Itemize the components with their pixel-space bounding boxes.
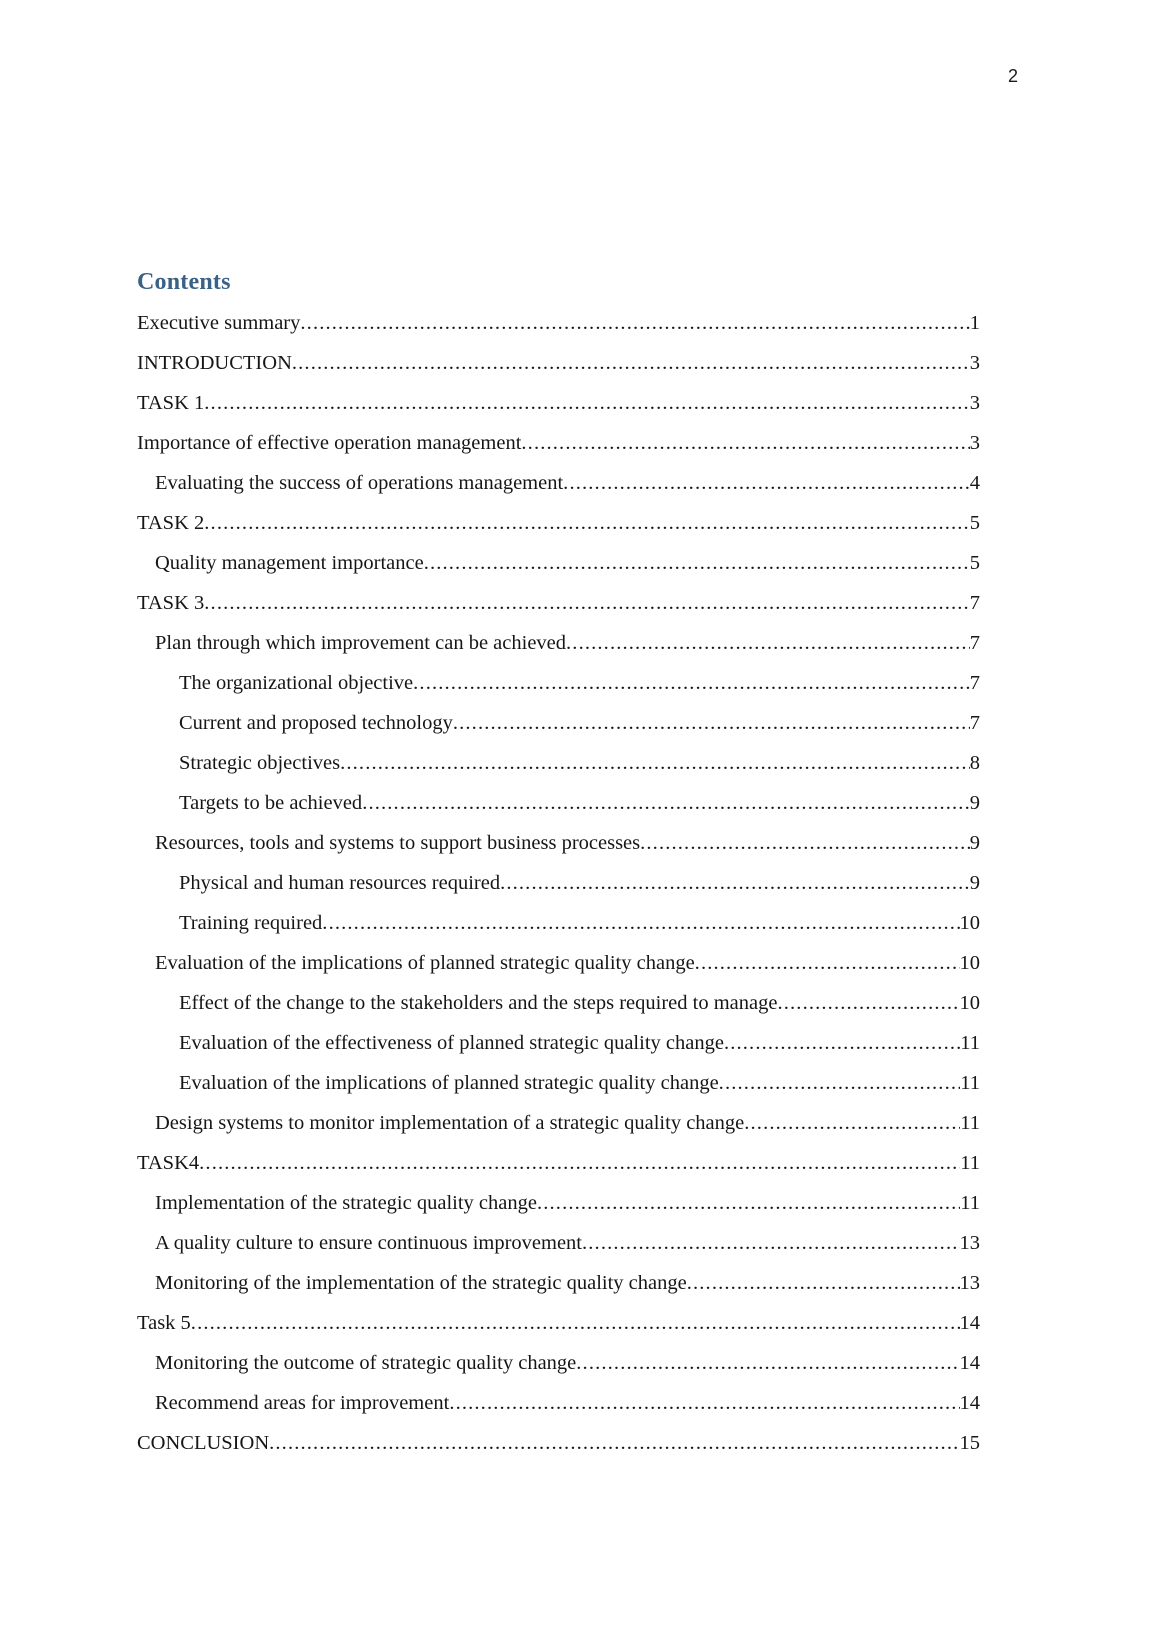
toc-entry-page-number: 7 (969, 711, 980, 734)
toc-leader-dots (340, 753, 970, 774)
toc-entry-page-number: 9 (969, 871, 980, 894)
toc-entry-page-number: 11 (960, 1191, 980, 1214)
toc-entry-title: Current and proposed technology (179, 711, 453, 734)
page-number: 2 (1007, 66, 1018, 86)
toc-entry[interactable] (137, 1073, 980, 1094)
toc-leader-dots (687, 1273, 960, 1294)
toc-entry-title: TASK 1 (137, 391, 205, 414)
table-of-contents (137, 268, 980, 1473)
toc-entry-title: Monitoring of the implementation of the strategic quality change (155, 1271, 687, 1294)
toc-entry-page-number: 11 (960, 1111, 980, 1134)
toc-entry-page-number: 13 (959, 1231, 980, 1254)
toc-entry-page-number: 7 (969, 591, 980, 614)
toc-leader-dots (719, 1073, 961, 1094)
toc-leader-dots (424, 553, 970, 574)
toc-entry[interactable] (137, 673, 980, 694)
toc-entry-title: INTRODUCTION (137, 351, 292, 374)
toc-entry-title: Evaluating the success of operations management (155, 471, 564, 494)
toc-entry-page-number: 5 (969, 511, 980, 534)
toc-entry[interactable] (137, 593, 980, 614)
toc-leader-dots (453, 713, 970, 734)
toc-entry-page-number: 4 (969, 471, 980, 494)
toc-entry-page-number: 11 (960, 1071, 980, 1094)
toc-leader-dots (777, 993, 959, 1014)
toc-entry[interactable] (137, 793, 980, 814)
toc-leader-dots (269, 1433, 959, 1454)
toc-entry-list (137, 313, 980, 1454)
toc-entry-title: Implementation of the strategic quality change (155, 1191, 537, 1214)
toc-entry-title: TASK4 (137, 1151, 200, 1174)
toc-entry[interactable] (137, 913, 980, 934)
toc-entry-title: Resources, tools and systems to support business processes (155, 831, 641, 854)
toc-leader-dots (199, 1153, 960, 1174)
toc-entry[interactable] (137, 433, 980, 454)
toc-entry[interactable] (137, 1313, 980, 1334)
toc-leader-dots (204, 513, 969, 534)
toc-entry[interactable] (137, 473, 980, 494)
toc-leader-dots (566, 633, 970, 654)
toc-entry-title: Training required (179, 911, 323, 934)
toc-entry-page-number: 14 (959, 1351, 980, 1374)
toc-entry-title: Effect of the change to the stakeholders and the steps required to manage (179, 991, 778, 1014)
toc-entry-title: Plan through which improvement can be achieved (155, 631, 567, 654)
toc-leader-dots (640, 833, 970, 854)
toc-entry-title: Design systems to monitor implementation of a strategic quality change (155, 1111, 745, 1134)
toc-entry-title: Targets to be achieved (179, 791, 363, 814)
toc-entry[interactable] (137, 993, 980, 1014)
toc-entry-title: Physical and human resources required (179, 871, 501, 894)
toc-entry-page-number: 1 (969, 311, 980, 334)
toc-entry-page-number: 3 (969, 391, 980, 414)
toc-entry[interactable] (137, 1393, 980, 1414)
toc-leader-dots (292, 353, 970, 374)
toc-entry-title: Evaluation of the effectiveness of planned strategic quality change (179, 1031, 724, 1054)
contents-heading: Contents (137, 269, 231, 295)
toc-entry-title: Executive summary (137, 311, 301, 334)
toc-leader-dots (362, 793, 970, 814)
toc-entry-title: TASK 2 (137, 511, 205, 534)
toc-entry-title: Quality management importance (155, 551, 424, 574)
toc-entry-page-number: 14 (959, 1311, 980, 1334)
toc-entry[interactable] (137, 393, 980, 414)
toc-leader-dots (413, 673, 970, 694)
toc-leader-dots (204, 593, 969, 614)
toc-leader-dots (300, 313, 969, 334)
toc-leader-dots (521, 433, 969, 454)
toc-leader-dots (449, 1393, 959, 1414)
toc-entry-title: Evaluation of the implications of planned strategic quality change (179, 1071, 719, 1094)
toc-entry-title: The organizational objective (179, 671, 414, 694)
toc-entry[interactable] (137, 633, 980, 654)
toc-leader-dots (582, 1233, 960, 1254)
toc-entry-page-number: 10 (959, 991, 980, 1014)
toc-entry[interactable] (137, 1233, 980, 1254)
toc-entry-title: Strategic objectives (179, 751, 341, 774)
toc-entry[interactable] (137, 1273, 980, 1294)
toc-leader-dots (724, 1033, 960, 1054)
toc-entry-page-number: 3 (969, 431, 980, 454)
toc-leader-dots (563, 473, 970, 494)
toc-entry-page-number: 3 (969, 351, 980, 374)
toc-entry[interactable] (137, 953, 980, 974)
toc-entry[interactable] (137, 1433, 980, 1454)
toc-entry-page-number: 9 (969, 831, 980, 854)
toc-entry[interactable] (137, 1153, 980, 1174)
toc-leader-dots (204, 393, 969, 414)
toc-leader-dots (576, 1353, 959, 1374)
toc-entry-title: TASK 3 (137, 591, 205, 614)
toc-leader-dots (695, 953, 960, 974)
toc-leader-dots (500, 873, 970, 894)
toc-entry[interactable] (137, 1113, 980, 1134)
toc-entry-title: Evaluation of the implications of planned strategic quality change (155, 951, 695, 974)
toc-entry[interactable] (137, 1353, 980, 1374)
toc-leader-dots (322, 913, 959, 934)
toc-entry-page-number: 10 (959, 951, 980, 974)
toc-entry[interactable] (137, 1193, 980, 1214)
toc-entry[interactable] (137, 873, 980, 894)
toc-entry-title: A quality culture to ensure continuous improvement (155, 1231, 582, 1254)
toc-entry-page-number: 13 (959, 1271, 980, 1294)
toc-entry-page-number: 7 (969, 631, 980, 654)
toc-entry-page-number: 7 (969, 671, 980, 694)
toc-entry-page-number: 11 (960, 1151, 980, 1174)
toc-entry[interactable] (137, 713, 980, 734)
toc-entry[interactable] (137, 553, 980, 574)
toc-entry-title: Task 5 (137, 1311, 191, 1334)
toc-entry[interactable] (137, 753, 980, 774)
toc-entry-page-number: 10 (959, 911, 980, 934)
toc-entry[interactable] (137, 513, 980, 534)
toc-entry-page-number: 15 (959, 1431, 980, 1454)
toc-entry-page-number: 9 (969, 791, 980, 814)
toc-entry[interactable] (137, 353, 980, 374)
toc-entry-page-number: 11 (960, 1031, 980, 1054)
toc-entry[interactable] (137, 833, 980, 854)
toc-entry-page-number: 14 (959, 1391, 980, 1414)
toc-entry-title: Recommend areas for improvement (155, 1391, 450, 1414)
toc-entry-title: CONCLUSION (137, 1431, 270, 1454)
toc-entry-title: Monitoring the outcome of strategic quality change (155, 1351, 577, 1374)
toc-leader-dots (191, 1313, 960, 1334)
toc-entry-title: Importance of effective operation management (137, 431, 522, 454)
toc-entry[interactable] (137, 1033, 980, 1054)
toc-leader-dots (537, 1193, 960, 1214)
toc-entry[interactable] (137, 313, 980, 334)
toc-entry-page-number: 5 (969, 551, 980, 574)
toc-leader-dots (744, 1113, 960, 1134)
toc-entry-page-number: 8 (969, 751, 980, 774)
